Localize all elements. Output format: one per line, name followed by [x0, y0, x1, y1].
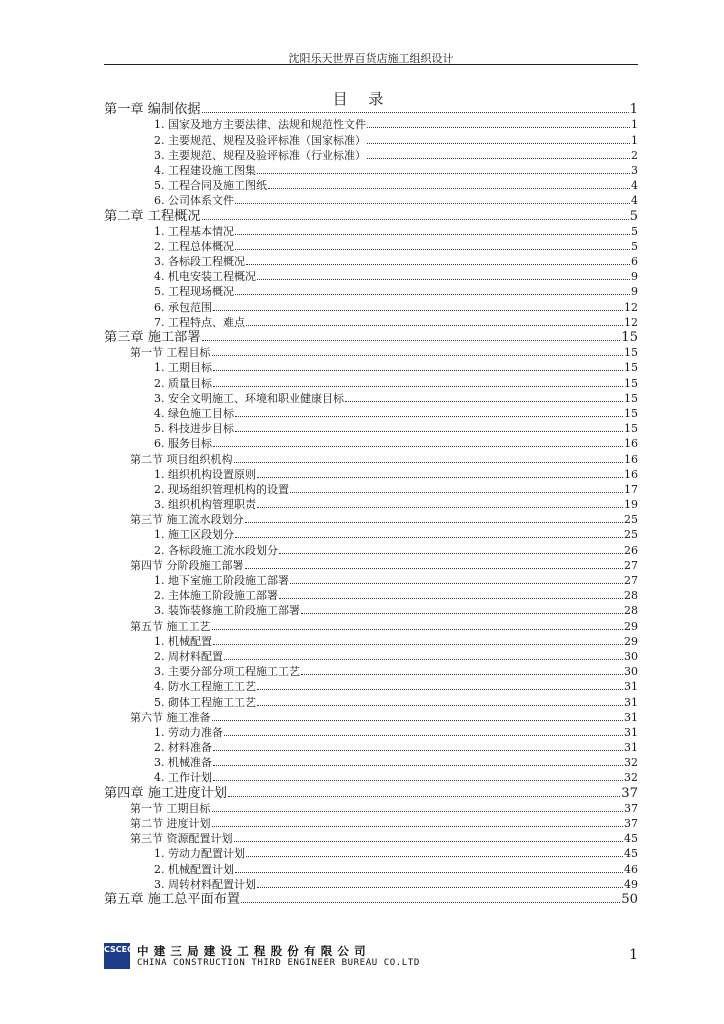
toc-entry-title: 第三章 施工部署 [104, 330, 201, 345]
toc-entry-page: 15 [624, 422, 638, 436]
toc-leader-dots [235, 294, 630, 295]
toc-entry[interactable] [104, 132, 638, 147]
toc-entry[interactable] [104, 588, 638, 603]
toc-entry-page: 12 [624, 315, 638, 329]
toc-entry-page: 50 [621, 891, 638, 907]
toc-entry-page: 37 [621, 785, 638, 801]
toc-entry-title: 1. 工期目标 [154, 361, 212, 375]
toc-entry-title: 3. 主要规范、规程及验评标准（行业标准） [154, 148, 366, 162]
toc-entry[interactable] [104, 330, 638, 345]
toc-entry-title: 3. 组织机构管理职责 [154, 498, 256, 512]
toc-leader-dots [367, 127, 630, 128]
toc-entry[interactable] [104, 877, 638, 892]
toc-entry-title: 1. 施工区段划分 [154, 528, 234, 542]
toc-entry-page: 15 [624, 406, 638, 420]
toc-entry-page: 16 [624, 437, 638, 451]
toc-entry-title: 1. 地下室施工阶段施工部署 [154, 574, 289, 587]
toc-entry-page: 37 [624, 801, 638, 815]
toc-entry[interactable] [104, 269, 638, 284]
toc-leader-dots [235, 234, 630, 235]
toc-entry[interactable] [104, 846, 638, 861]
toc-leader-dots [234, 841, 624, 842]
company-logo-text: CSCEC [104, 945, 133, 954]
toc-leader-dots [224, 735, 623, 736]
toc-entry-page: 29 [624, 634, 638, 648]
toc-entry-page: 31 [624, 741, 638, 755]
toc-leader-dots [213, 370, 623, 371]
toc-entry[interactable] [104, 861, 638, 876]
toc-entry-page: 31 [624, 695, 638, 709]
toc-entry-page: 25 [624, 513, 638, 527]
toc-entry[interactable] [104, 618, 638, 633]
toc-entry-page: 28 [624, 604, 638, 618]
header-rule [104, 64, 638, 65]
toc-leader-dots [246, 264, 630, 265]
toc-entry-title: 2. 主要规范、规程及验评标准（国家标准） [154, 133, 366, 147]
toc-entry-page: 28 [624, 589, 638, 603]
toc-entry-title: 3. 装饰装修施工阶段施工部署 [154, 604, 300, 618]
toc-entry-title: 4. 绿色施工目标 [154, 406, 234, 420]
toc-entry-page: 32 [624, 756, 638, 770]
toc-leader-dots [212, 826, 624, 827]
toc-title: 目 录 [332, 90, 392, 108]
toc-entry[interactable] [104, 558, 638, 573]
toc-entry-title: 2. 工程总体概况 [154, 239, 234, 253]
toc-leader-dots [202, 340, 621, 341]
toc-entry[interactable] [104, 299, 638, 314]
toc-entry-title: 4. 防水工程施工工艺 [154, 680, 256, 694]
toc-leader-dots [213, 446, 623, 447]
toc-entry[interactable] [104, 284, 638, 299]
toc-entry-page: 45 [624, 847, 638, 861]
toc-entry-title: 第二章 工程概况 [104, 208, 201, 224]
toc-leader-dots [213, 780, 623, 781]
toc-entry-page: 9 [631, 270, 638, 284]
toc-entry-title: 7. 工程特点、难点 [154, 315, 245, 329]
toc-leader-dots [212, 355, 624, 356]
toc-entry-page: 49 [624, 877, 638, 891]
toc-entry[interactable] [104, 224, 638, 239]
toc-leader-dots [257, 507, 623, 508]
toc-entry-page: 4 [631, 179, 638, 193]
toc-entry-page: 27 [624, 558, 638, 572]
toc-entry-title: 第四节 分阶段施工部署 [130, 558, 244, 572]
toc-entry-title: 第四章 施工进度计划 [104, 785, 227, 801]
toc-entry-page: 30 [624, 649, 638, 663]
toc-entry[interactable] [104, 497, 638, 512]
toc-entry[interactable] [104, 406, 638, 421]
toc-entry-page: 15 [624, 346, 638, 360]
toc-entry[interactable] [104, 679, 638, 694]
toc-entry[interactable] [104, 527, 638, 542]
toc-entry[interactable] [104, 816, 638, 831]
toc-entry[interactable] [104, 345, 638, 360]
toc-leader-dots [224, 659, 623, 660]
toc-entry[interactable] [104, 315, 638, 330]
toc-leader-dots [301, 613, 623, 614]
toc-entry-page: 19 [624, 498, 638, 512]
toc-leader-dots [235, 872, 623, 873]
toc-entry-title: 2. 机械配置计划 [154, 862, 234, 876]
toc-leader-dots [290, 583, 623, 584]
toc-leader-dots [235, 431, 623, 432]
toc-entry-title: 4. 工作计划 [154, 771, 212, 785]
toc-entry[interactable] [104, 831, 638, 846]
toc-leader-dots [279, 598, 623, 599]
toc-entry-page: 31 [624, 680, 638, 694]
toc-leader-dots [213, 765, 623, 766]
toc-leader-dots [235, 416, 623, 417]
toc-entry[interactable] [104, 755, 638, 770]
company-name-cn: 中建三局建设工程股份有限公司 [137, 944, 371, 958]
toc-leader-dots [367, 143, 630, 144]
toc-entry-page: 1 [629, 102, 638, 118]
toc-leader-dots [235, 249, 630, 250]
toc-entry-page: 5 [631, 239, 638, 253]
toc-entry-page: 37 [624, 817, 638, 830]
toc-entry-title: 1. 工程基本情况 [154, 224, 234, 238]
toc-entry-page: 46 [624, 862, 638, 876]
toc-entry-title: 5. 工程现场概况 [154, 285, 234, 299]
toc-entry-title: 5. 工程合同及施工图纸 [154, 179, 267, 193]
toc-entry-title: 2. 各标段施工流水段划分 [154, 543, 278, 557]
toc-leader-dots [257, 689, 623, 690]
toc-entry[interactable] [104, 482, 638, 497]
toc-entry[interactable] [104, 239, 638, 254]
toc-entry-page: 12 [624, 300, 638, 314]
toc-leader-dots [301, 674, 623, 675]
toc-leader-dots [234, 462, 624, 463]
toc-leader-dots [213, 310, 623, 311]
toc-entry-title: 第一节 工程目标 [130, 346, 211, 360]
toc-entry-title: 1. 劳动力配置计划 [154, 847, 245, 861]
toc-leader-dots [228, 796, 620, 797]
toc-entry[interactable] [104, 725, 638, 740]
toc-entry[interactable] [104, 421, 638, 436]
toc-entry-title: 3. 机械准备 [154, 756, 212, 770]
toc-entry-page: 27 [624, 574, 638, 587]
toc-entry-title: 6. 服务目标 [154, 437, 212, 451]
toc-entry-page: 4 [631, 194, 638, 208]
toc-entry-title: 第五节 施工工艺 [130, 619, 211, 633]
toc-leader-dots [246, 325, 623, 326]
toc-entry-title: 第五章 施工总平面布置 [104, 891, 241, 907]
toc-entry[interactable] [104, 436, 638, 451]
toc-entry[interactable] [104, 892, 638, 907]
toc-entry[interactable] [104, 664, 638, 679]
toc-leader-dots [245, 568, 624, 569]
toc-entry-page: 30 [624, 665, 638, 679]
toc-entry-title: 第三节 施工流水段划分 [130, 513, 244, 527]
toc-leader-dots [212, 720, 624, 721]
toc-entry-title: 3. 主要分部分项工程施工工艺 [154, 665, 300, 679]
toc-leader-dots [212, 629, 624, 630]
toc-entry-page: 31 [624, 725, 638, 739]
toc-entry[interactable] [104, 603, 638, 618]
toc-entry-title: 6. 公司体系文件 [154, 194, 234, 208]
toc-entry[interactable] [104, 634, 638, 649]
toc-entry-title: 第一章 编制依据 [104, 102, 201, 118]
table-of-contents [104, 102, 638, 907]
toc-entry[interactable] [104, 375, 638, 390]
toc-entry[interactable] [104, 710, 638, 725]
page-header: 沈阳乐天世界百货店施工组织设计 [288, 52, 454, 65]
toc-entry-page: 16 [624, 467, 638, 481]
toc-entry-page: 26 [624, 543, 638, 557]
toc-leader-dots [257, 477, 623, 478]
toc-entry-title: 第二节 项目组织机构 [130, 452, 233, 466]
toc-entry-title: 第三节 资源配置计划 [130, 832, 233, 846]
toc-entry[interactable] [104, 512, 638, 527]
toc-leader-dots [245, 522, 624, 523]
toc-leader-dots [268, 188, 630, 189]
toc-entry-title: 3. 安全文明施工、环境和职业健康目标 [154, 391, 344, 405]
toc-entry-title: 2. 质量目标 [154, 376, 212, 390]
toc-leader-dots [235, 203, 630, 204]
toc-leader-dots [213, 750, 623, 751]
toc-leader-dots [257, 173, 630, 174]
toc-entry-page: 1 [631, 133, 638, 147]
toc-entry[interactable] [104, 694, 638, 709]
company-name-en: CHINA CONSTRUCTION THIRD ENGINEER BUREAU CO.LTD [137, 958, 420, 968]
company-logo [104, 943, 133, 969]
toc-entry-page: 16 [624, 452, 638, 466]
toc-entry-title: 1. 国家及地方主要法律、法规和规范性文件 [154, 118, 366, 132]
toc-entry[interactable] [104, 391, 638, 406]
toc-entry-page: 45 [624, 832, 638, 846]
toc-entry-title: 2. 现场组织管理机构的设置 [154, 482, 289, 496]
toc-leader-dots [257, 887, 623, 888]
toc-entry-page: 5 [629, 208, 638, 224]
toc-entry-title: 第六节 施工准备 [130, 710, 211, 724]
toc-entry[interactable] [104, 573, 638, 588]
toc-leader-dots [279, 553, 623, 554]
toc-entry-page: 9 [631, 285, 638, 299]
toc-entry-page: 17 [624, 482, 638, 496]
toc-entry[interactable] [104, 649, 638, 664]
toc-entry-title: 5. 砌体工程施工工艺 [154, 695, 256, 709]
toc-entry[interactable] [104, 254, 638, 269]
toc-entry-page: 1 [631, 118, 638, 132]
toc-entry-title: 第二节 进度计划 [130, 817, 211, 830]
toc-leader-dots [202, 112, 629, 113]
toc-entry-page: 32 [624, 771, 638, 785]
toc-entry-page: 15 [624, 361, 638, 375]
toc-entry[interactable] [104, 785, 638, 800]
toc-entry-page: 15 [624, 376, 638, 390]
toc-entry-title: 2. 主体施工阶段施工部署 [154, 589, 278, 603]
toc-entry-page: 2 [631, 148, 638, 162]
toc-entry-page: 5 [631, 224, 638, 238]
toc-entry[interactable] [104, 193, 638, 208]
toc-leader-dots [235, 537, 623, 538]
toc-leader-dots [290, 492, 623, 493]
toc-entry[interactable] [104, 163, 638, 178]
toc-entry-page: 15 [621, 330, 638, 345]
page-number: 1 [629, 947, 638, 963]
toc-entry-title: 3. 各标段工程概况 [154, 255, 245, 269]
toc-entry-page: 6 [631, 255, 638, 269]
toc-entry[interactable] [104, 542, 638, 557]
toc-leader-dots [213, 644, 623, 645]
toc-entry-title: 3. 周转材料配置计划 [154, 877, 256, 891]
toc-entry-title: 1. 组织机构设置原则 [154, 467, 256, 481]
toc-entry[interactable] [104, 208, 638, 223]
toc-entry-page: 25 [624, 528, 638, 542]
toc-entry-page: 15 [624, 391, 638, 405]
toc-entry[interactable] [104, 451, 638, 466]
toc-entry-title: 1. 劳动力准备 [154, 725, 223, 739]
toc-leader-dots [213, 386, 623, 387]
toc-entry-title: 6. 承包范围 [154, 300, 212, 314]
toc-entry[interactable] [104, 770, 638, 785]
toc-entry[interactable] [104, 148, 638, 163]
toc-leader-dots [257, 705, 623, 706]
toc-entry-title: 第一节 工期目标 [130, 801, 211, 815]
toc-leader-dots [367, 158, 630, 159]
toc-entry[interactable] [104, 117, 638, 132]
toc-leader-dots [246, 856, 623, 857]
toc-entry[interactable] [104, 178, 638, 193]
toc-entry[interactable] [104, 102, 638, 117]
toc-leader-dots [241, 902, 620, 903]
toc-entry[interactable] [104, 801, 638, 816]
toc-entry-page: 3 [631, 163, 638, 177]
toc-entry-title: 4. 工程建设施工图集 [154, 163, 256, 177]
toc-entry[interactable] [104, 467, 638, 482]
toc-entry-page: 29 [624, 619, 638, 633]
toc-leader-dots [212, 811, 624, 812]
toc-entry[interactable] [104, 740, 638, 755]
toc-entry-title: 1. 机械配置 [154, 634, 212, 648]
toc-leader-dots [202, 219, 629, 220]
toc-entry[interactable] [104, 360, 638, 375]
toc-entry-title: 2. 材料准备 [154, 741, 212, 755]
toc-leader-dots [257, 279, 630, 280]
toc-entry-title: 5. 科技进步目标 [154, 422, 234, 436]
toc-entry-title: 2. 周材料配置 [154, 649, 223, 663]
toc-entry-page: 31 [624, 710, 638, 724]
toc-entry-title: 4. 机电安装工程概况 [154, 270, 256, 284]
toc-leader-dots [345, 401, 623, 402]
